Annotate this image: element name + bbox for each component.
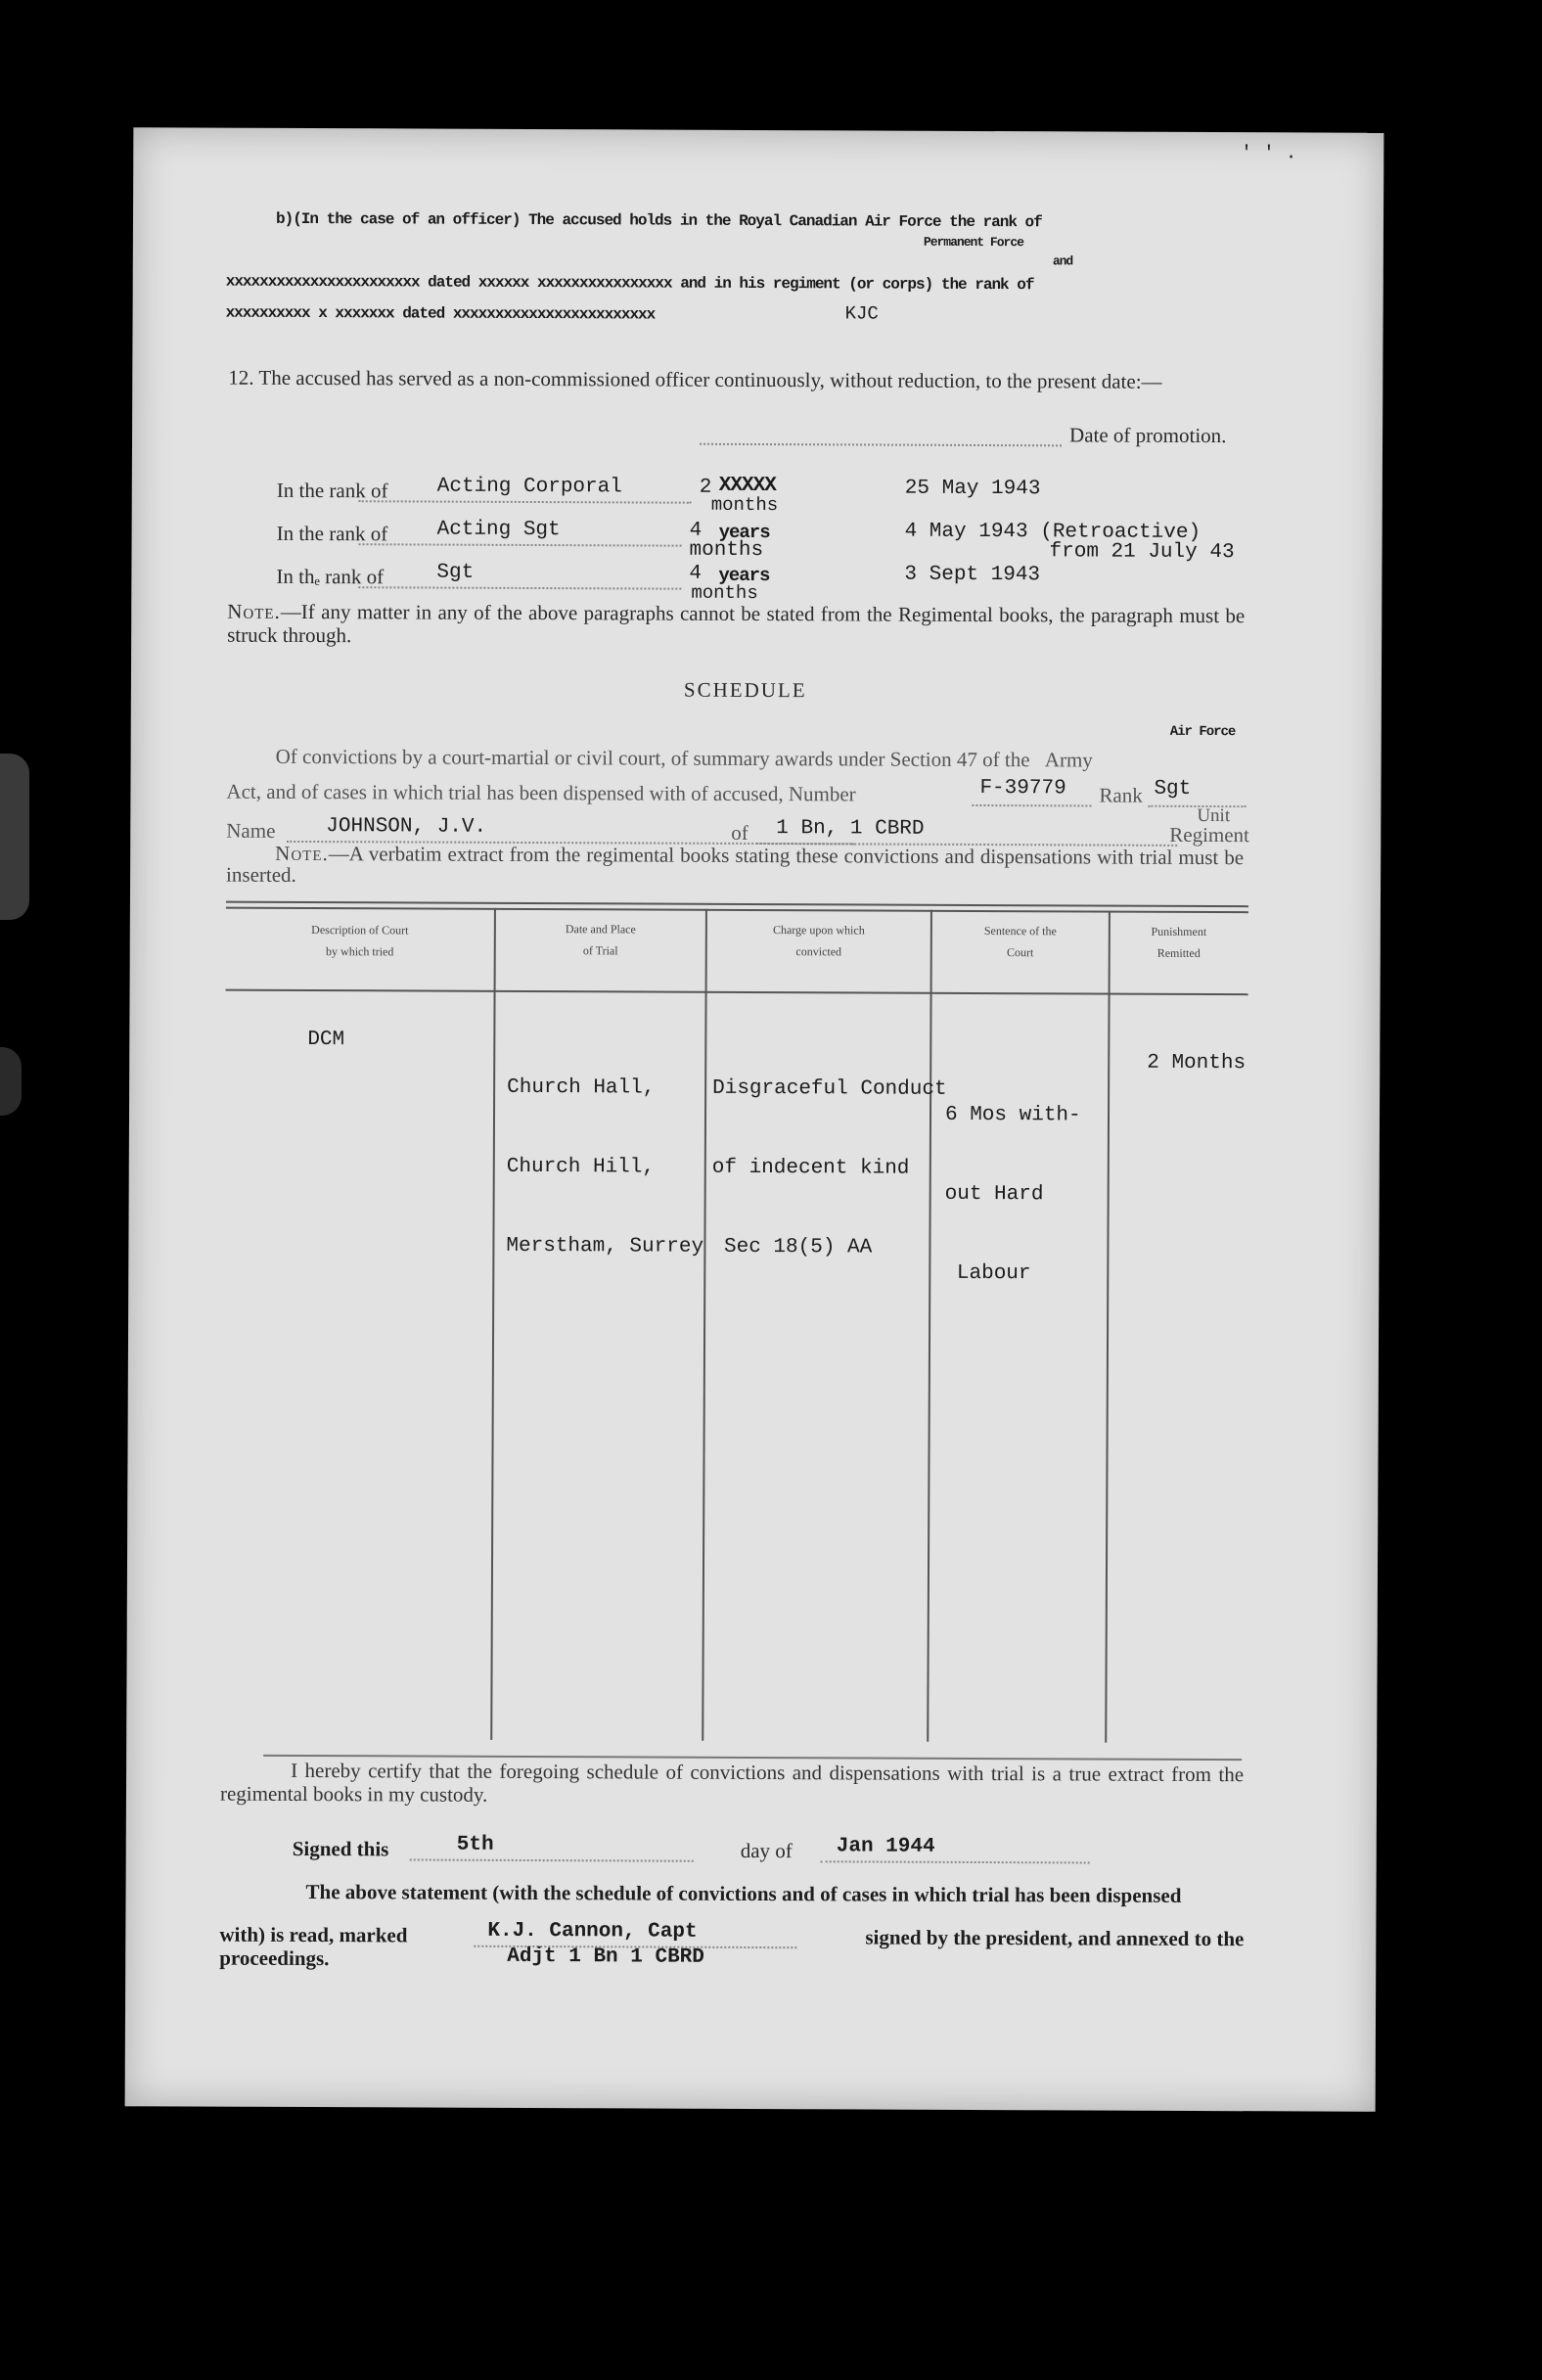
col-header-remitted-2: Remitted xyxy=(1156,945,1201,960)
date-3: 3 Sept 1943 xyxy=(904,563,1041,587)
schedule-note-label: Note. xyxy=(275,841,329,866)
schedule-line-1 xyxy=(276,745,1093,773)
unit-value: 1 Bn, 1 CBRD xyxy=(776,817,925,841)
rank-2: Acting Sgt xyxy=(436,518,561,542)
initials: KJC xyxy=(844,302,879,325)
period-struck-2: years xyxy=(718,521,770,544)
rank-label-2: In the rank of xyxy=(276,521,388,546)
date-2: 4 May 1943 (Retroactive) xyxy=(904,520,1202,544)
regiment-label: Regiment xyxy=(1169,822,1249,847)
col-header-charge-2: convicted xyxy=(795,944,842,959)
accused-name: JOHNSON, J.V. xyxy=(326,815,487,839)
para12-note-label: Note. xyxy=(227,599,281,623)
unit-label: Unit xyxy=(1197,804,1231,827)
rank-label-1: In the rank of xyxy=(276,478,388,503)
cell-remitted: 2 Months xyxy=(1147,1051,1247,1076)
cell-court: DCM xyxy=(307,1029,345,1052)
col-header-charge-1: Charge upon which xyxy=(772,923,865,938)
cell-sentence-1: 6 Mos with- xyxy=(944,1103,1081,1127)
rank-value: Sgt xyxy=(1154,777,1192,801)
period-unit-3: months xyxy=(691,581,758,605)
document-page xyxy=(125,127,1384,2112)
rank-label-3: In thₑ rank of xyxy=(276,564,385,589)
cell-place-1: Church Hall, xyxy=(507,1076,656,1100)
col-header-remitted-1: Punishment xyxy=(1151,924,1207,939)
signed-label: Signed this xyxy=(292,1836,389,1861)
rank-3: Sgt xyxy=(436,561,475,584)
cell-sentence xyxy=(944,1049,1081,1341)
schedule-note-text: —A verbatim extract from the regimental books stating these convictions and dispensations with trial must be inserted. xyxy=(226,842,1245,887)
period-1: 2 xyxy=(699,476,712,499)
col-header-place-2: of Trial xyxy=(582,943,618,958)
schedule-line-2: Act, and of cases in which trial has been dispensed with of accused, Number xyxy=(226,779,856,806)
with-read-label: with) is read, marked xyxy=(219,1922,408,1947)
rank-1: Acting Corporal xyxy=(436,475,622,499)
signer-title: Adjt 1 Bn 1 CBRD xyxy=(507,1945,704,1969)
rank-label: Rank xyxy=(1099,783,1143,807)
date-of-promotion-label: Date of promotion. xyxy=(1069,423,1227,448)
period-struck-3: years xyxy=(718,564,770,587)
signer-name: K.J. Cannon, Capt xyxy=(487,1919,698,1944)
col-header-place-1: Date and Place xyxy=(565,922,636,937)
cell-sentence-2: out Hard xyxy=(944,1182,1044,1207)
schedule-insert-above: Air Force xyxy=(1169,723,1236,741)
schedule-note xyxy=(226,843,1244,891)
col-header-sentence-1: Sentence of the xyxy=(983,924,1057,938)
period-3: 4 xyxy=(689,562,703,585)
name-label: Name xyxy=(226,818,276,843)
col-header-sentence xyxy=(932,920,1109,964)
corner-marks: ' ' . xyxy=(1241,142,1297,164)
struck-line-3: xxxxxxxxxx x xxxxxxx dated xxxxxxxxxxxxxxxxxxxxxxxx xyxy=(225,303,656,324)
date-1: 25 May 1943 xyxy=(904,477,1041,501)
struck-insert-1: Permanent Force xyxy=(923,234,1023,251)
day-of-label: day of xyxy=(740,1838,793,1863)
cell-sentence-3: Labour xyxy=(944,1261,1031,1286)
struck-insert-2: and xyxy=(1052,253,1073,269)
film-edge-mark-2 xyxy=(0,1047,22,1116)
col-header-court xyxy=(226,919,494,963)
struck-line-2: xxxxxxxxxxxxxxxxxxxxxxx dated xxxxxx xxxxxxxxxxxxxxxx and in his regiment (or corps) the rank of xyxy=(225,272,1034,295)
signed-day: 5th xyxy=(456,1833,494,1856)
period-unit-2: months xyxy=(689,538,764,563)
cell-place xyxy=(506,1022,704,1313)
period-unit-1: months xyxy=(710,493,779,517)
para12-note xyxy=(227,600,1245,652)
para12-note-text: —If any matter in any of the above paragraphs cannot be stated from the Regimental books, the paragraph must be struck through. xyxy=(227,599,1246,648)
cell-place-3: Merstham, Surrey xyxy=(506,1234,704,1259)
col-header-court-2: by which tried xyxy=(326,944,394,959)
col-header-sentence-2: Court xyxy=(1007,945,1034,960)
schedule-title: SCHEDULE xyxy=(683,677,807,703)
proceedings-label: proceedings. xyxy=(219,1945,330,1971)
cell-charge xyxy=(711,1023,947,1314)
date-2-extra: from 21 July 43 xyxy=(1049,540,1235,565)
certification-text: I hereby certify that the foregoing schedule of convictions and dispensations with trial is a true extract from the regimental books in my custody. xyxy=(219,1758,1245,1807)
period-2: 4 xyxy=(689,519,703,542)
period-struck-1: XXXXX xyxy=(718,474,776,498)
service-number: F-39779 xyxy=(979,777,1066,801)
schedule-line-1-text: Of convictions by a court-martial or civil court, of summary awards under Section 47 of the xyxy=(275,744,1030,772)
col-header-court-1: Description of Court xyxy=(311,923,409,938)
cell-charge-1: Disgraceful Conduct xyxy=(712,1076,947,1101)
col-header-place xyxy=(496,918,705,962)
of-label: of xyxy=(731,820,748,845)
struck-line-1: b)(In the case of an officer) The accused holds in the Royal Canadian Air Force the rank of xyxy=(275,209,1042,232)
film-edge-mark xyxy=(0,754,29,920)
cell-charge-3: Sec 18(5) AA xyxy=(711,1235,873,1259)
signed-by-text: signed by the president, and annexed to the xyxy=(865,1925,1245,1951)
statement-text: The above statement (with the schedule of convictions and of cases in which trial has been dispensed xyxy=(305,1880,1182,1907)
cell-charge-2: of indecent kind xyxy=(711,1156,910,1180)
para12-text: 12. The accused has served as a non-commissioned officer continuously, without reduction, to the present date:— xyxy=(228,365,1162,393)
col-header-charge xyxy=(707,919,930,963)
schedule-line-1-end: Army xyxy=(1044,748,1093,772)
col-header-remitted xyxy=(1111,921,1247,965)
cell-place-2: Church Hill, xyxy=(506,1155,656,1179)
month-year: Jan 1944 xyxy=(836,1835,935,1858)
